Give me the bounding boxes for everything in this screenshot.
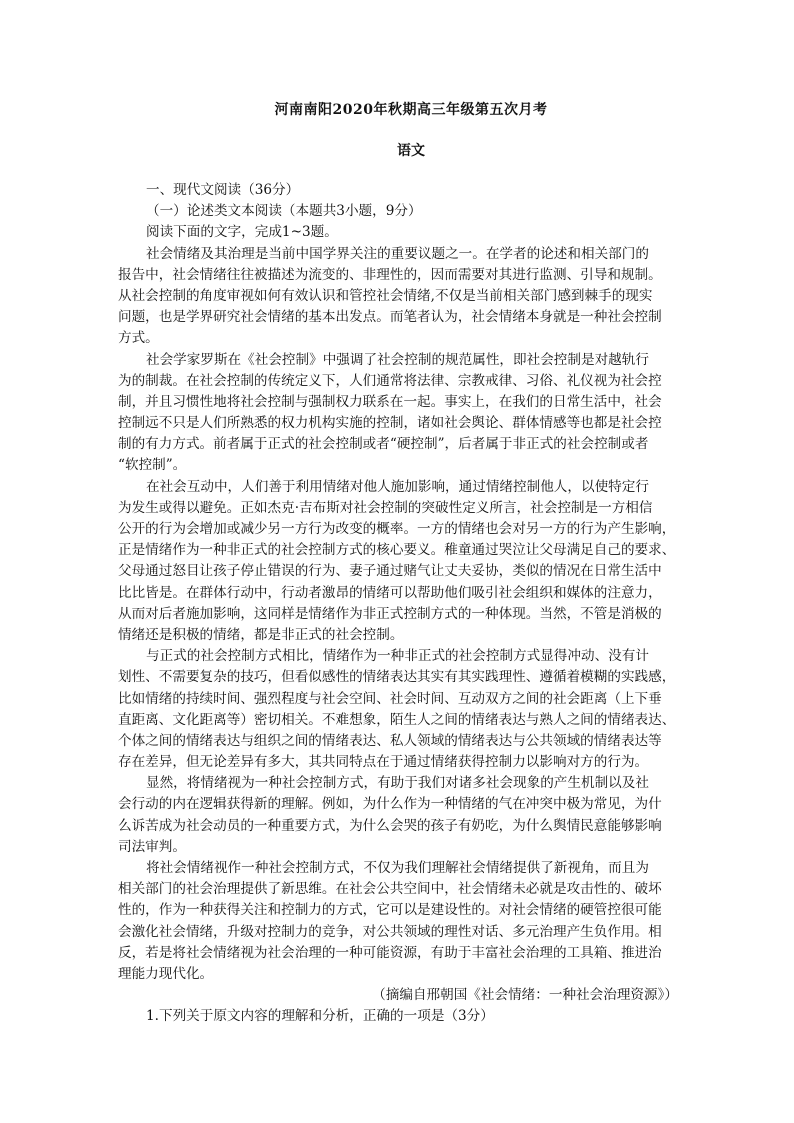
paragraph-line: 从而对后者施加影响，这同样是情绪作为非正式控制方式的一种体现。当然，不管是消极的: [118, 605, 662, 622]
exam-title: 河南南阳2020年秋期高三年级第五次月考: [274, 102, 548, 118]
paragraph-line: 与正式的社会控制方式相比，情绪作为一种非正式的社会控制方式显得冲动、没有计: [146, 648, 649, 665]
document-body: [118, 180, 678, 1028]
article-text: [118, 244, 678, 986]
paragraph-line: 理能力现代化。: [118, 965, 214, 982]
paragraph-line: 公开的行为会增加或减少另一方行为改变的概率。一方的情绪也会对另一方的行为产生影响，: [118, 521, 676, 537]
paragraph-line: 控制远不只是人们所熟悉的权力机构实施的控制，诸如社会舆论、群体情感等也都是社会控: [118, 415, 662, 432]
source-citation: （摘编自邢朝国《社会情绪：一种社会治理资源》）: [372, 987, 678, 1004]
question-1: 1.下列关于原文内容的理解和分析，正确的一项是（3分）: [146, 1008, 494, 1025]
paragraph: [118, 350, 678, 477]
paragraph-line: 从社会控制的角度审视如何有效认识和管控社会情绪,不仅是当前相关部门感到棘手的现实: [118, 287, 653, 304]
paragraph-line: 社会情绪及其治理是当前中国学界关注的重要议题之一。在学者的论述和相关部门的: [146, 245, 649, 262]
paragraph: [118, 773, 678, 858]
paragraph-line: 司法审判。: [118, 838, 186, 855]
paragraph-line: 直距离、文化距离等）密切相关。不难想象，陌生人之间的情绪表达与熟人之间的情绪表达、: [118, 711, 676, 728]
paragraph-line: 正是情绪作为一种非正式的社会控制方式的核心要义。稚童通过哭泣让父母满足自己的要求、: [118, 542, 676, 559]
section-heading: 一、现代文阅读（36分）: [146, 182, 300, 198]
paragraph-line: 方式。: [118, 330, 159, 347]
paragraph-line: 存在差异，但无论差异有多大，其共同特点在于通过情绪获得控制力以影响对方的行为。: [118, 754, 649, 771]
paragraph: [118, 244, 678, 350]
paragraph-line: 制，并且习惯性地将社会控制与强制权力联系在一起。事实上，在我们的日常生活中，社会: [118, 393, 662, 410]
paragraph-line: 将社会情绪视作一种社会控制方式，不仅为我们理解社会情绪提供了新视角，而且为: [146, 860, 649, 876]
paragraph-line: “软控制”。: [118, 457, 187, 474]
paragraph-line: 性的，作为一种获得关注和控制力的方式，它可以是建设性的。对社会情绪的硬管控很可能: [118, 902, 662, 919]
paragraph-line: 么诉苦成为社会动员的一种重要方式，为什么会哭的孩子有奶吃，为什么舆情民意能够影响: [118, 817, 662, 834]
subject-title: 语文: [397, 143, 425, 159]
section-subheading: （一）论述类文本阅读（本题共3小题，9分）: [146, 203, 422, 220]
paragraph-line: 反，若是将社会情绪视为社会治理的一种可能资源，有助于丰富社会治理的工具箱、推进治: [118, 944, 662, 961]
paragraph-line: 相关部门的社会治理提供了新思维。在社会公共空间中，社会情绪未必就是攻击性的、破坏: [118, 881, 662, 898]
paragraph-line: 在社会互动中，人们善于利用情绪对他人施加影响，通过情绪控制他人，以使特定行: [146, 478, 649, 495]
paragraph-line: 比如情绪的持续时间、强烈程度与社会空间、社会时间、互动双方之间的社会距离（上下垂: [118, 690, 662, 707]
paragraph: [118, 477, 678, 647]
paragraph-line: 父母通过怒目让孩子停止错误的行为、妻子通过赌气让丈夫妥协，类似的情况在日常生活中: [118, 563, 662, 580]
paragraph-line: 个体之间的情绪表达与组织之间的情绪表达、私人领域的情绪表达与公共领域的情绪表达等: [118, 732, 662, 749]
paragraph-line: 社会学家罗斯在《社会控制》中强调了社会控制的规范属性，即社会控制是对越轨行: [146, 351, 649, 368]
paragraph-line: 情绪还是积极的情绪，都是非正式的社会控制。: [118, 626, 404, 643]
paragraph-line: 会激化社会情绪，升级对控制力的竞争，对公共领域的理性对话、多元治理产生负作用。相: [118, 923, 662, 940]
reading-instruction: 阅读下面的文字，完成1~3题。: [146, 224, 338, 241]
paragraph-line: 为的制裁。在社会控制的传统定义下，人们通常将法律、宗教戒律、习俗、礼仪视为社会控: [118, 372, 662, 389]
paragraph-line: 会行动的内在逻辑获得新的理解。例如，为什么作为一种情绪的气在冲突中极为常见，为什: [118, 796, 662, 813]
paragraph: [118, 646, 678, 773]
paragraph: [118, 858, 678, 985]
paragraph-line: 划性、不需要复杂的技巧，但看似感性的情绪表达其实有其实践理性、遵循着模糊的实践感，: [118, 669, 676, 686]
paragraph-line: 为发生或得以避免。正如杰克·吉布斯对社会控制的突破性定义所言，社会控制是一方相信: [118, 499, 653, 516]
paragraph-line: 比比皆是。在群体行动中，行动者激昂的情绪可以帮助他们吸引社会组织和媒体的注意力，: [118, 584, 662, 601]
paragraph-line: 问题，也是学界研究社会情绪的基本出发点。而笔者认为，社会情绪本身就是一种社会控制: [118, 309, 662, 326]
paragraph-line: 显然，将情绪视为一种社会控制方式，有助于我们对诸多社会现象的产生机制以及社: [146, 775, 649, 792]
paragraph-line: 报告中，社会情绪往往被描述为流变的、非理性的，因而需要对其进行监测、引导和规制。: [118, 266, 662, 283]
paragraph-line: 制的有力方式。前者属于正式的社会控制或者“硬控制”，后者属于非正式的社会控制或者: [118, 436, 649, 453]
